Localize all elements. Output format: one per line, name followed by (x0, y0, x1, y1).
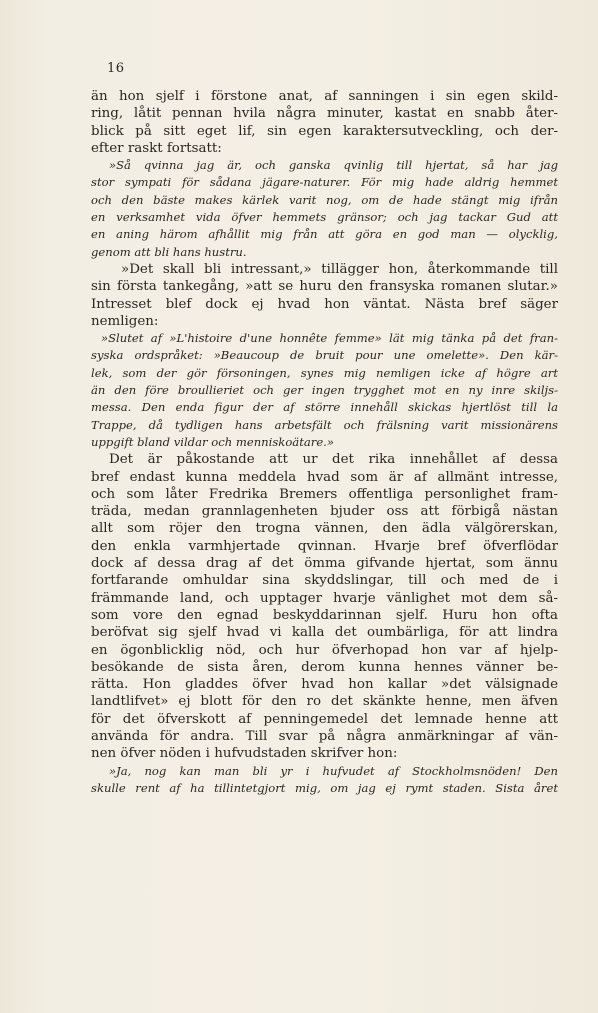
quote-line: Trappe, då tydligen hans arbetsfält och frälsning varit missionärens (91, 417, 558, 432)
text-line: för det öfverskott af penningemedel det lemnade henne att (91, 711, 558, 727)
text-line: sin första tankegång, »att se huru den fransyska romanen slutar.» (91, 279, 558, 295)
quote-line: »Ja, nog kan man bli yr i hufvudet af Stockholmsnöden! Den (109, 763, 558, 778)
quote-line: »Slutet af »L'histoire d'une honnête femme» lät mig tänka på det fran- (101, 331, 558, 346)
quote-line: än den före broullieriet och ger ingen trygghet mot en ny inre skiljs- (91, 383, 558, 398)
text-line: främmande land, och upptager hvarje vänlighet mot dem så- (91, 590, 558, 606)
text-line: den enkla varmhjertade qvinnan. Hvarje bref öfverflödar (91, 538, 558, 554)
text-line: än hon sjelf i förstone anat, af sanningen i sin egen skild- (91, 89, 558, 104)
quote-line: »Så qvinna jag är, och ganska qvinlig till hjertat, så har jag (109, 158, 558, 173)
body-text (91, 88, 558, 797)
quote-line: messa. Den enda figur der af större innehåll skickas hjertlöst till la (91, 400, 558, 415)
quote-line: en aning härom afhållit mig från att göra en god man — olycklig, (91, 227, 558, 242)
text-line: en ögonblicklig nöd, och hur öfverhopad hon var af hjelp- (91, 642, 558, 658)
text-line: »Det skall bli intressant,» tillägger hon, återkommande till (121, 261, 558, 277)
text-line: använda för andra. Till svar på några anmärkningar af vän- (91, 728, 558, 744)
quote-line: syska ordspråket: »Beaucoup de bruit pour une omelette». Den kär- (91, 348, 558, 363)
quote-line: uppgift bland vildar och menniskoätare.» (91, 434, 334, 449)
text-line: nen öfver nöden i hufvudstaden skrifver hon: (91, 746, 398, 762)
text-line: efter raskt fortsatt: (91, 140, 222, 156)
text-line: besökande de sista åren, derom kunna hennes vänner be- (91, 659, 558, 675)
quote-line: stor sympati för sådana jägare-naturer. För mig hade aldrig hemmet (91, 175, 558, 190)
text-line: träda, medan grannlagenheten bjuder oss att förbigå nästan (91, 504, 558, 520)
page-number: 16 (107, 61, 125, 76)
text-line: dock af dessa drag af det ömma gifvande hjertat, som ännu (91, 556, 558, 572)
text-line: beröfvat sig sjelf hvad vi kalla det oumbärliga, för att lindra (91, 625, 558, 641)
text-line: rätta. Hon gladdes öfver hvad hon kallar »det välsignade (91, 677, 558, 693)
text-line: Det är påkostande att ur det rika innehållet af dessa (109, 452, 558, 468)
text-line: och som låter Fredrika Bremers offentliga personlighet fram- (91, 486, 558, 502)
text-line: nemligen: (91, 313, 159, 329)
text-line: allt som röjer den trogna vännen, den ädla välgörerskan, (91, 521, 558, 537)
text-line: fortfarande omhuldar sina skyddslingar, till och med de i (91, 573, 558, 589)
text-line: ring, låtit pennan hvila några minuter, kastat en snabb åter- (91, 106, 558, 122)
quote-line: lek, som der gör försoningen, synes mig nemligen icke af högre art (91, 365, 558, 380)
text-line: landtlifvet» ej blott för den ro det skänkte henne, men äfven (91, 694, 558, 710)
text-line: blick på sitt eget lif, sin egen karaktersutveckling, och der- (91, 123, 558, 139)
quote-line: och den bäste makes kärlek varit nog, om de hade stängt mig ifrån (91, 192, 558, 207)
text-line: som vore den egnad beskyddarinnan sjelf. Huru hon ofta (91, 607, 558, 623)
text-line: bref endast kunna meddela hvad som är af allmänt intresse, (91, 469, 558, 485)
text-line: Intresset blef dock ej hvad hon väntat. Nästa bref säger (91, 296, 558, 312)
quote-line: en verksamhet vida öfver hemmets gränsor; och jag tackar Gud att (91, 210, 558, 225)
quote-line: skulle rent af ha tillintetgjort mig, om jag ej rymt staden. Sista året (91, 780, 558, 795)
quote-line: genom att bli hans hustru. (91, 244, 247, 259)
